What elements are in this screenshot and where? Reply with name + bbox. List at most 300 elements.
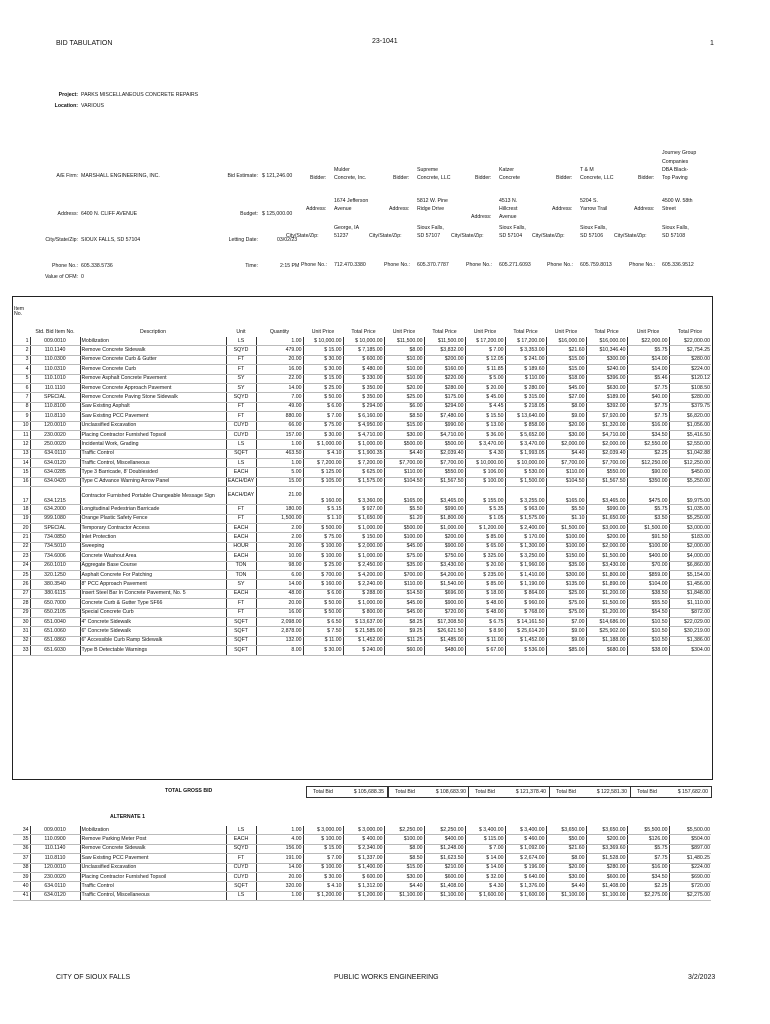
bidder-address-line: Ridge Drive: [417, 206, 445, 213]
cell-unit-price: $7,700.00: [384, 459, 424, 468]
cell-description: Remove Concrete Sidewalk: [80, 844, 226, 853]
cell-total-price: $ 1,575.00: [343, 477, 384, 486]
bidder-address-line: 4513 N.: [499, 198, 518, 204]
cell-unit-price: $ 14.00: [465, 854, 505, 863]
cell-unit-price: $ 75.00: [303, 533, 343, 542]
cell-total-price: $ 315.00: [505, 393, 546, 402]
cell-description: Temporary Contractor Access: [80, 524, 226, 533]
cell-std-item: 634.2000: [30, 505, 80, 514]
cell-unit-price: $11,500.00: [384, 337, 424, 346]
cell-quantity: 1.00: [256, 891, 303, 900]
cell-unit-price: $ 30.00: [303, 355, 343, 364]
cell-total-price: $ 240.00: [343, 646, 384, 655]
footer-date: 3/2/2023: [688, 974, 716, 981]
cell-total-price: $7,920.00: [586, 412, 627, 421]
cell-unit-price: $ 7.00: [465, 346, 505, 355]
table-row: [13, 844, 711, 853]
cell-unit-price: $ 7.00: [303, 854, 343, 863]
cell-total-price: $450.00: [669, 468, 711, 477]
cell-description: Remove Asphalt Concrete Pavement: [80, 374, 226, 383]
cell-unit-price: $ 45.00: [465, 393, 505, 402]
cell-unit-price: $100.00: [627, 542, 669, 551]
cell-unit-price: $10.00: [384, 365, 424, 374]
location-value: VARIOUS: [81, 103, 104, 109]
cell-unit-price: $34.50: [627, 430, 669, 439]
cell-unit: SY: [226, 374, 256, 383]
cell-std-item: 634.1215: [30, 487, 80, 505]
cell-description: Remove Concrete Sidewalk: [80, 346, 226, 355]
cell-total-price: $ 600.00: [343, 872, 384, 881]
cell-unit-price: $ 106.00: [465, 468, 505, 477]
document-title: BID TABULATION: [56, 40, 113, 47]
cell-std-item: 120.0010: [30, 421, 80, 430]
cell-unit: CUYD: [226, 872, 256, 881]
cell-item-no: 7: [13, 393, 30, 402]
project-value: PARKS MISCELLANEOUS CONCRETE REPAIRS: [81, 92, 199, 98]
cell-total-price: $1,800.00: [586, 570, 627, 579]
cell-unit-price: $ 4.45: [465, 402, 505, 411]
cell-std-item: 734.6006: [30, 552, 80, 561]
cell-total-price: $ 1,000.00: [343, 524, 384, 533]
table-row: [13, 337, 711, 346]
cell-unit-price: $ 30.00: [303, 430, 343, 439]
cell-unit-price: $ 85.00: [465, 580, 505, 589]
cell-unit-price: $ 65.00: [465, 542, 505, 551]
cell-unit-price: $30.00: [546, 430, 586, 439]
city-label: City/State/Zip:: [451, 233, 484, 240]
column-header-unit-price: Unit Price: [554, 328, 578, 335]
cell-unit-price: $ 7.00: [465, 844, 505, 853]
cell-unit-price: $38.00: [627, 646, 669, 655]
cell-unit: FT: [226, 412, 256, 421]
cell-quantity: 6.00: [256, 570, 303, 579]
cell-total-price: $ 1,376.00: [505, 882, 546, 891]
cell-unit: FT: [226, 608, 256, 617]
cell-unit-price: $12,250.00: [627, 459, 669, 468]
cell-total-price: $ 5,652.00: [505, 430, 546, 439]
cell-total-price: $294.00: [424, 402, 465, 411]
cell-std-item: 260.1010: [30, 561, 80, 570]
cell-unit-price: $ 67.00: [465, 646, 505, 655]
cell-unit-price: $ 100.00: [303, 542, 343, 551]
total-bid-label: Total Bid: [637, 789, 657, 795]
table-row: [13, 599, 711, 608]
cell-total-price: $ 1,190.00: [505, 580, 546, 589]
bidder-city-line: Sioux Falls,: [417, 225, 444, 231]
cell-item-no: 2: [13, 346, 30, 355]
cell-total-price: $ 25,614.20: [505, 627, 546, 636]
cell-unit-price: $8.00: [546, 402, 586, 411]
cell-unit-price: $14.00: [627, 355, 669, 364]
bidder-phone: 712.470.3380: [334, 262, 366, 268]
project-label: Project:: [58, 92, 78, 98]
bidder-label: Bidder:: [310, 175, 327, 181]
cell-total-price: $ 294.00: [343, 402, 384, 411]
phone-label: Phone No.:: [52, 263, 78, 269]
cell-total-price: $2,754.25: [669, 346, 711, 355]
total-bid-value: $ 157,682.00: [677, 789, 708, 795]
budget-label: Budget:: [240, 211, 258, 217]
cell-unit-price: $ 11.00: [465, 636, 505, 645]
address-value: 6400 N. CLIFF AVENUE: [81, 211, 138, 217]
cell-description: Remove Concrete Approach Pavement: [80, 383, 226, 392]
cell-description: Type C Advance Warning Arrow Panel: [80, 477, 226, 486]
table-row: [13, 542, 711, 551]
cell-quantity: 1.00: [256, 440, 303, 449]
cell-item-no: 25: [13, 570, 30, 579]
table-row: [13, 346, 711, 355]
cell-item-no: 40: [13, 882, 30, 891]
cell-std-item: 650.2105: [30, 608, 80, 617]
cell-std-item: 110.1010: [30, 374, 80, 383]
cell-unit-price: $ 4.10: [303, 449, 343, 458]
cell-unit-price: $15.00: [384, 421, 424, 430]
cell-total-price: $25,902.00: [586, 627, 627, 636]
bidder-address-line: Avenue: [334, 206, 352, 213]
cell-item-no: 36: [13, 844, 30, 853]
cell-quantity: 20.00: [256, 872, 303, 881]
cell-unit-price: $ 50.00: [303, 599, 343, 608]
cell-total-price: $ 927.00: [343, 505, 384, 514]
cell-total-price: $2,039.40: [586, 449, 627, 458]
address-label: Address:: [57, 211, 78, 217]
cell-unit-price: $75.00: [546, 608, 586, 617]
cell-total-price: $750.00: [424, 552, 465, 561]
cell-unit-price: $10.00: [384, 374, 424, 383]
cell-total-price: $ 280.00: [505, 383, 546, 392]
cell-description: 6" Accessible Curb Ramp Sidewalk: [80, 636, 226, 645]
cell-total-price: $3,369.60: [586, 844, 627, 853]
cell-quantity: 66.00: [256, 421, 303, 430]
budget-value: $ 125,000.00: [262, 211, 293, 217]
cell-unit-price: $45.00: [546, 383, 586, 392]
cell-total-price: $2,039.40: [424, 449, 465, 458]
cell-total-price: $3,832.00: [424, 346, 465, 355]
cell-total-price: $ 1,000.00: [343, 552, 384, 561]
cell-total-price: $990.00: [424, 505, 465, 514]
cell-unit-price: $54.50: [627, 608, 669, 617]
table-row: [13, 430, 711, 439]
cell-total-price: $189.00: [586, 393, 627, 402]
table-row: [13, 589, 711, 598]
cell-unit-price: $ 15.00: [303, 346, 343, 355]
cell-unit-price: $ 235.00: [465, 570, 505, 579]
cell-total-price: $6,860.00: [669, 561, 711, 570]
cell-item-no: 9: [13, 412, 30, 421]
table-row: [13, 872, 711, 881]
cell-total-price: $ 10,000.00: [505, 459, 546, 468]
cell-item-no: 38: [13, 863, 30, 872]
cell-total-price: $ 3,250.00: [505, 552, 546, 561]
cell-total-price: $ 2,240.00: [343, 580, 384, 589]
cell-total-price: $22,029.00: [669, 617, 711, 626]
cell-unit-price: $6.00: [384, 402, 424, 411]
cell-unit: TON: [226, 570, 256, 579]
cell-total-price: $ 13,637.00: [343, 617, 384, 626]
cell-total-price: $ 189.60: [505, 365, 546, 374]
cell-unit: CUYD: [226, 430, 256, 439]
cell-item-no: 20: [13, 524, 30, 533]
cell-total-price: $1,248.00: [424, 844, 465, 853]
cell-unit-price: $100.00: [546, 542, 586, 551]
cell-description: Inlet Protection: [80, 533, 226, 542]
cell-unit-price: $ 20.00: [465, 561, 505, 570]
location-label: Location:: [54, 103, 78, 109]
cell-total-price: $ 3,400.00: [505, 826, 546, 835]
cell-unit-price: $18.00: [546, 374, 586, 383]
cell-std-item: 120.0010: [30, 863, 80, 872]
cell-unit: LS: [226, 459, 256, 468]
cell-item-no: 13: [13, 449, 30, 458]
cell-std-item: SPECIAL: [30, 393, 80, 402]
bidder-name-line: T & M: [580, 166, 594, 173]
phone-label: Phone No.:: [629, 262, 655, 268]
cell-total-price: $2,000.00: [586, 542, 627, 551]
cell-unit-price: $85.00: [546, 646, 586, 655]
cell-total-price: $3,650.00: [586, 826, 627, 835]
table-row: [13, 505, 711, 514]
cell-unit-price: $ 48.00: [465, 608, 505, 617]
table-header-row: [13, 297, 711, 337]
cell-unit-price: $110.00: [384, 580, 424, 589]
total-bid-value: $ 122,581.30: [596, 789, 627, 795]
cell-unit-price: $1,500.00: [546, 524, 586, 533]
cell-unit-price: $1.20: [384, 514, 424, 523]
cell-total-price: $1,500.00: [586, 599, 627, 608]
cell-unit-price: $110.00: [384, 468, 424, 477]
total-bid-value: $ 108,683.90: [435, 789, 466, 795]
cell-item-no: 23: [13, 552, 30, 561]
cell-description: 6" Concrete Sidewalk: [80, 627, 226, 636]
cell-unit-price: $21.60: [546, 346, 586, 355]
cell-unit-price: $859.00: [627, 570, 669, 579]
cell-unit-price: $90.00: [627, 468, 669, 477]
cell-total-price: $ 600.00: [343, 355, 384, 364]
cell-unit-price: $16.00: [627, 863, 669, 872]
cell-std-item: 634.0285: [30, 468, 80, 477]
cell-unit-price: $ 1.10: [303, 514, 343, 523]
cell-item-no: 41: [13, 891, 30, 900]
cell-total-price: $3,465.00: [424, 487, 465, 505]
cell-unit-price: $ 12.05: [465, 355, 505, 364]
cell-total-price: $4,000.00: [669, 552, 711, 561]
cell-unit-price: $7.75: [627, 412, 669, 421]
cell-unit-price: $7,700.00: [546, 459, 586, 468]
cell-item-no: 30: [13, 617, 30, 626]
cell-unit-price: $ 4.30: [465, 449, 505, 458]
total-bid-box: [306, 786, 388, 798]
table-row: [13, 627, 711, 636]
bid-estimate-label: Bid Estimate:: [227, 173, 258, 179]
cell-total-price: $ 460.00: [505, 835, 546, 844]
cell-unit-price: $8.00: [384, 346, 424, 355]
cell-total-price: $1,000.00: [424, 524, 465, 533]
cell-unit: LS: [226, 891, 256, 900]
cell-unit-price: $2,250.00: [384, 826, 424, 835]
cell-total-price: $17,308.50: [424, 617, 465, 626]
cell-unit-price: $15.00: [546, 365, 586, 374]
cell-unit: SQFT: [226, 882, 256, 891]
city-label: City/State/Zip:: [532, 233, 565, 240]
cell-total-price: $ 14,161.50: [505, 617, 546, 626]
cell-total-price: $ 2,400.00: [505, 524, 546, 533]
cell-unit-price: $10.50: [627, 617, 669, 626]
cell-unit-price: $30.00: [384, 430, 424, 439]
cell-total-price: $ 1,452.00: [505, 636, 546, 645]
cell-quantity: 2,878.00: [256, 627, 303, 636]
cell-quantity: 1.00: [256, 337, 303, 346]
bidder-city-line: SD 57107: [417, 233, 441, 240]
cell-unit-price: $40.00: [627, 393, 669, 402]
cell-total-price: $ 1,200.00: [343, 891, 384, 900]
cell-unit-price: $126.00: [627, 835, 669, 844]
cell-unit-price: $135.00: [546, 580, 586, 589]
cell-total-price: $ 768.00: [505, 608, 546, 617]
cell-total-price: $2,550.00: [669, 440, 711, 449]
total-bid-label: Total Bid: [475, 789, 495, 795]
cell-unit-price: $16.00: [627, 421, 669, 430]
cell-unit-price: $55.50: [627, 599, 669, 608]
cell-quantity: 2.00: [256, 533, 303, 542]
cell-unit: EACH: [226, 835, 256, 844]
cell-total-price: $1,485.00: [424, 636, 465, 645]
cell-unit-price: $75.00: [384, 552, 424, 561]
cell-item-no: 10: [13, 421, 30, 430]
bidder-phone: 605.370.7787: [417, 262, 449, 268]
table-row: [13, 421, 711, 430]
bidder-city-line: SD 57106: [580, 233, 604, 240]
cell-unit-price: $14.00: [627, 365, 669, 374]
cell-total-price: $ 3,470.00: [505, 440, 546, 449]
cell-total-price: $1,042.88: [669, 449, 711, 458]
footer-city: CITY OF SIOUX FALLS: [56, 974, 131, 981]
cell-std-item: 634.0120: [30, 891, 80, 900]
cell-item-no: 3: [13, 355, 30, 364]
cell-total-price: $ 3,360.00: [343, 487, 384, 505]
cell-unit-price: $8.50: [384, 854, 424, 863]
cell-unit-price: $165.00: [546, 487, 586, 505]
cell-unit: SY: [226, 580, 256, 589]
cell-unit-price: $ 1,200.00: [465, 524, 505, 533]
cell-total-price: $ 1,312.00: [343, 882, 384, 891]
cell-total-price: $ 6,160.00: [343, 412, 384, 421]
cell-item-no: 26: [13, 580, 30, 589]
cell-total-price: $ 13,640.00: [505, 412, 546, 421]
cell-total-price: $ 2,450.00: [343, 561, 384, 570]
cell-total-price: $ 480.00: [343, 365, 384, 374]
cell-unit-price: $27.00: [546, 393, 586, 402]
cell-unit-price: $350.00: [627, 477, 669, 486]
cell-description: Special Concrete Curb: [80, 608, 226, 617]
cell-total-price: $1,650.00: [586, 514, 627, 523]
cell-total-price: $ 1,500.00: [505, 477, 546, 486]
cell-total-price: $22,000.00: [669, 337, 711, 346]
cell-unit-price: $4.40: [384, 882, 424, 891]
cell-total-price: $224.00: [669, 863, 711, 872]
cell-unit-price: $2,000.00: [546, 440, 586, 449]
cell-total-price: $ 170.00: [505, 533, 546, 542]
table-row: [13, 826, 711, 835]
cell-unit-price: $ 1,600.00: [465, 891, 505, 900]
bidder-name-line: Concrete, LLC: [580, 175, 614, 181]
cell-unit: SQFT: [226, 449, 256, 458]
cell-std-item: 634.0110: [30, 882, 80, 891]
cell-std-item: 734.0850: [30, 533, 80, 542]
cell-unit-price: $22,000.00: [627, 337, 669, 346]
cell-std-item: 110.8110: [30, 412, 80, 421]
cell-unit-price: $8.00: [384, 844, 424, 853]
bidder-label: Bidder:: [556, 175, 573, 181]
cell-unit-price: $ 6.00: [303, 402, 343, 411]
cell-total-price: $ 1,960.00: [505, 561, 546, 570]
cell-unit-price: $75.00: [546, 599, 586, 608]
cell-unit-price: $ 11.85: [465, 365, 505, 374]
cell-unit-price: $ 4.30: [465, 882, 505, 891]
cell-total-price: $ 150.00: [343, 533, 384, 542]
cell-total-price: $ 1,400.00: [343, 863, 384, 872]
cell-total-price: $872.00: [669, 608, 711, 617]
cell-item-no: 11: [13, 430, 30, 439]
cell-description: Mobilization: [80, 337, 226, 346]
total-gross-bid-label: TOTAL GROSS BID: [165, 788, 213, 794]
cell-item-no: 24: [13, 561, 30, 570]
table-row: [13, 477, 711, 486]
cell-total-price: $ 3,353.00: [505, 346, 546, 355]
cell-description: Saw Existing Asphalt: [80, 402, 226, 411]
cell-unit-price: $1,100.00: [546, 891, 586, 900]
cell-unit-price: $60.00: [384, 646, 424, 655]
cell-total-price: $720.00: [669, 882, 711, 891]
cell-total-price: $14,686.00: [586, 617, 627, 626]
bidder-name-line: Concrete: [499, 175, 521, 181]
cell-unit: FT: [226, 355, 256, 364]
cell-unit-price: $1.10: [546, 514, 586, 523]
bidder-address-line: 5812 W. Pine: [417, 198, 448, 204]
table-row: [13, 468, 711, 477]
cell-unit-price: $ 7.50: [303, 627, 343, 636]
bidder-city-line: SD 57104: [499, 233, 523, 240]
time-value: 2:15 PM: [280, 263, 300, 269]
cell-total-price: $ 4,200.00: [343, 570, 384, 579]
cell-total-price: $1,848.00: [669, 589, 711, 598]
cell-unit-price: $9.00: [546, 412, 586, 421]
table-row: [13, 835, 711, 844]
bidder-name-line: Supreme: [417, 166, 439, 173]
cell-std-item: 110.8100: [30, 402, 80, 411]
cell-unit-price: $ 7,200.00: [303, 459, 343, 468]
cell-unit-price: $ 115.00: [465, 835, 505, 844]
cell-std-item: 250.0020: [30, 440, 80, 449]
cell-unit-price: $8.50: [384, 412, 424, 421]
cell-total-price: $ 1,575.00: [505, 514, 546, 523]
cell-unit-price: $ 1.05: [465, 514, 505, 523]
cell-total-price: $ 1,993.05: [505, 449, 546, 458]
page-number: 1: [710, 40, 714, 47]
cell-total-price: $2,275.00: [669, 891, 711, 900]
cell-total-price: $ 1,650.00: [343, 514, 384, 523]
cell-item-no: 1: [13, 337, 30, 346]
cell-std-item: 380.6115: [30, 589, 80, 598]
cell-total-price: $1,408.00: [586, 882, 627, 891]
cell-description: Concrete Washout Area: [80, 552, 226, 561]
cell-total-price: $4,710.00: [586, 430, 627, 439]
cell-total-price: $240.00: [586, 365, 627, 374]
cell-unit-price: $7.00: [546, 617, 586, 626]
cell-item-no: 33: [13, 646, 30, 655]
cell-unit: LS: [226, 440, 256, 449]
cell-unit-price: $1,500.00: [627, 524, 669, 533]
cell-total-price: $120.12: [669, 374, 711, 383]
